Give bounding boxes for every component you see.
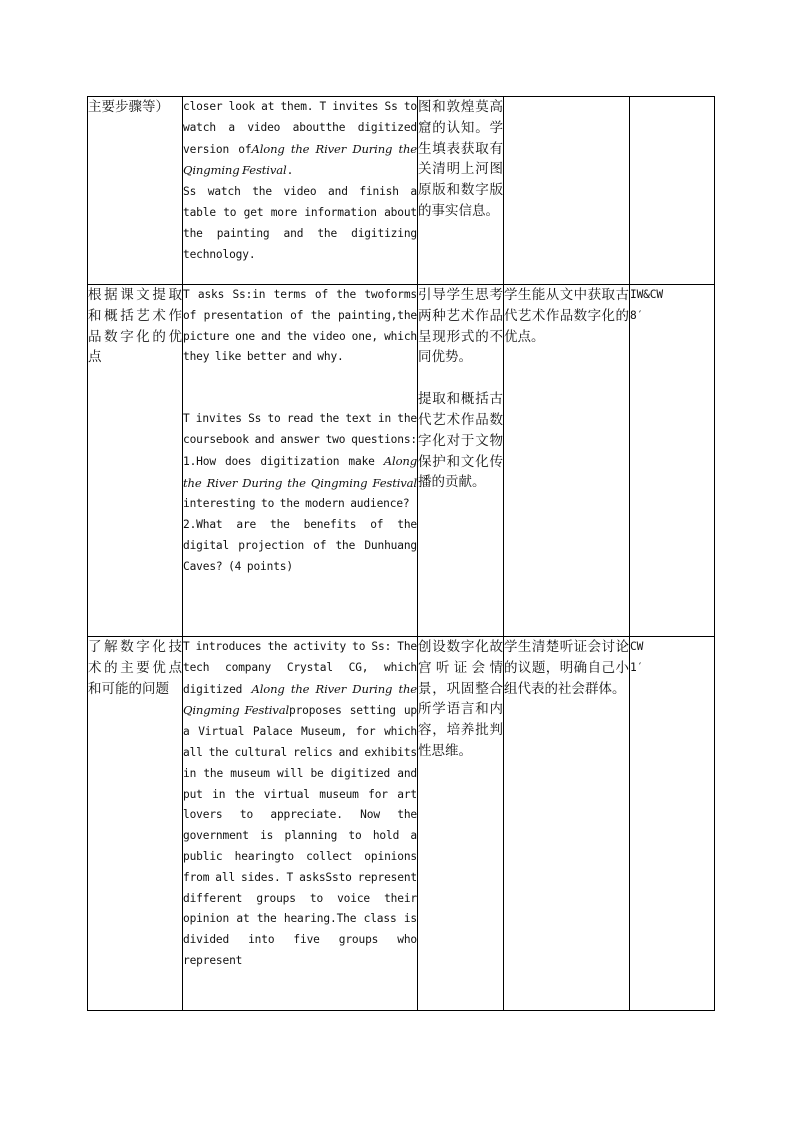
purpose-cell: 创设数字化故宫听证会情景，巩固整合所学语言和内容，培养批判性思维。	[418, 637, 504, 1011]
form-cell	[630, 97, 715, 285]
form-cell: IW&CW 8′	[630, 285, 715, 637]
step-cell: 主要步骤等）	[88, 97, 183, 285]
effect-cell: 学生能从文中获取古代艺术作品数字化的优点。	[504, 285, 630, 637]
activity-paragraph: T asks Ss:in terms of the twoforms of presentation of the painting,the picture one and the video one, which they like better and why.	[183, 288, 417, 364]
table-row	[88, 637, 715, 1011]
table-row	[88, 97, 715, 285]
activity-cell	[183, 285, 418, 637]
activity-paragraph: 2.What are the benefits of the digital projection of the Dunhuang Caves? (4 points)	[183, 518, 417, 573]
purpose-cell: 引导学生思考两种艺术作品呈现形式的不同优势。 提取和概括古代艺术作品数字化对于文物保护和文化传播的贡献。	[418, 285, 504, 637]
effect-cell: 学生清楚听证会讨论的议题，明确自己小组代表的社会群体。	[504, 637, 630, 1011]
step-cell: 了解数字化技术的主要优点和可能的问题	[88, 637, 183, 1011]
lesson-plan-table	[87, 96, 715, 1011]
purpose-cell: 图和敦煌莫高窟的认知。学生填表获取有关清明上河图原版和数字版的事实信息。	[418, 97, 504, 285]
activity-cell	[183, 97, 418, 285]
artwork-title: Along the River During the Qingming Festival	[183, 453, 417, 490]
artwork-title: Along the River During the Qingming Festival	[183, 141, 418, 178]
activity-cell	[183, 637, 418, 1011]
form-cell: CW 1′	[630, 637, 715, 1011]
activity-paragraph: T invites Ss to read the text in the coursebook and answer two questions: 1.How does digitization make Along the River During the Qingming Festival interesting to the modern audience?	[183, 412, 417, 511]
activity-paragraph: Ss watch the video and finish a table to get more information about the painting and the digitizing technology.	[183, 185, 417, 261]
table-row	[88, 285, 715, 637]
effect-cell	[504, 97, 630, 285]
activity-paragraph: closer look at them. T invites Ss to watch a video aboutthe digitized version ofAlong the River During the Qingming Festival.	[183, 100, 418, 178]
spacer	[183, 368, 417, 409]
spacer	[418, 368, 503, 389]
step-cell: 根据课文提取和概括艺术作品数字化的优点	[88, 285, 183, 637]
activity-paragraph: T introduces the activity to Ss: The tech company Crystal CG, which digitized Along the River During the Qingming Festivalproposes setting up a Virtual Palace Museum, for which all the cultural relics and exhibits in the museum will be digitized and put in the virtual museum for art lovers to appreciate. Now the government is planning to hold a public hearingto collect opinions from all sides. T asksSsto represent different groups to voice their opinion at the hearing.The class is divided into five groups who represent	[183, 640, 417, 967]
artwork-title: Along the River During the Qingming Festival	[183, 681, 417, 718]
